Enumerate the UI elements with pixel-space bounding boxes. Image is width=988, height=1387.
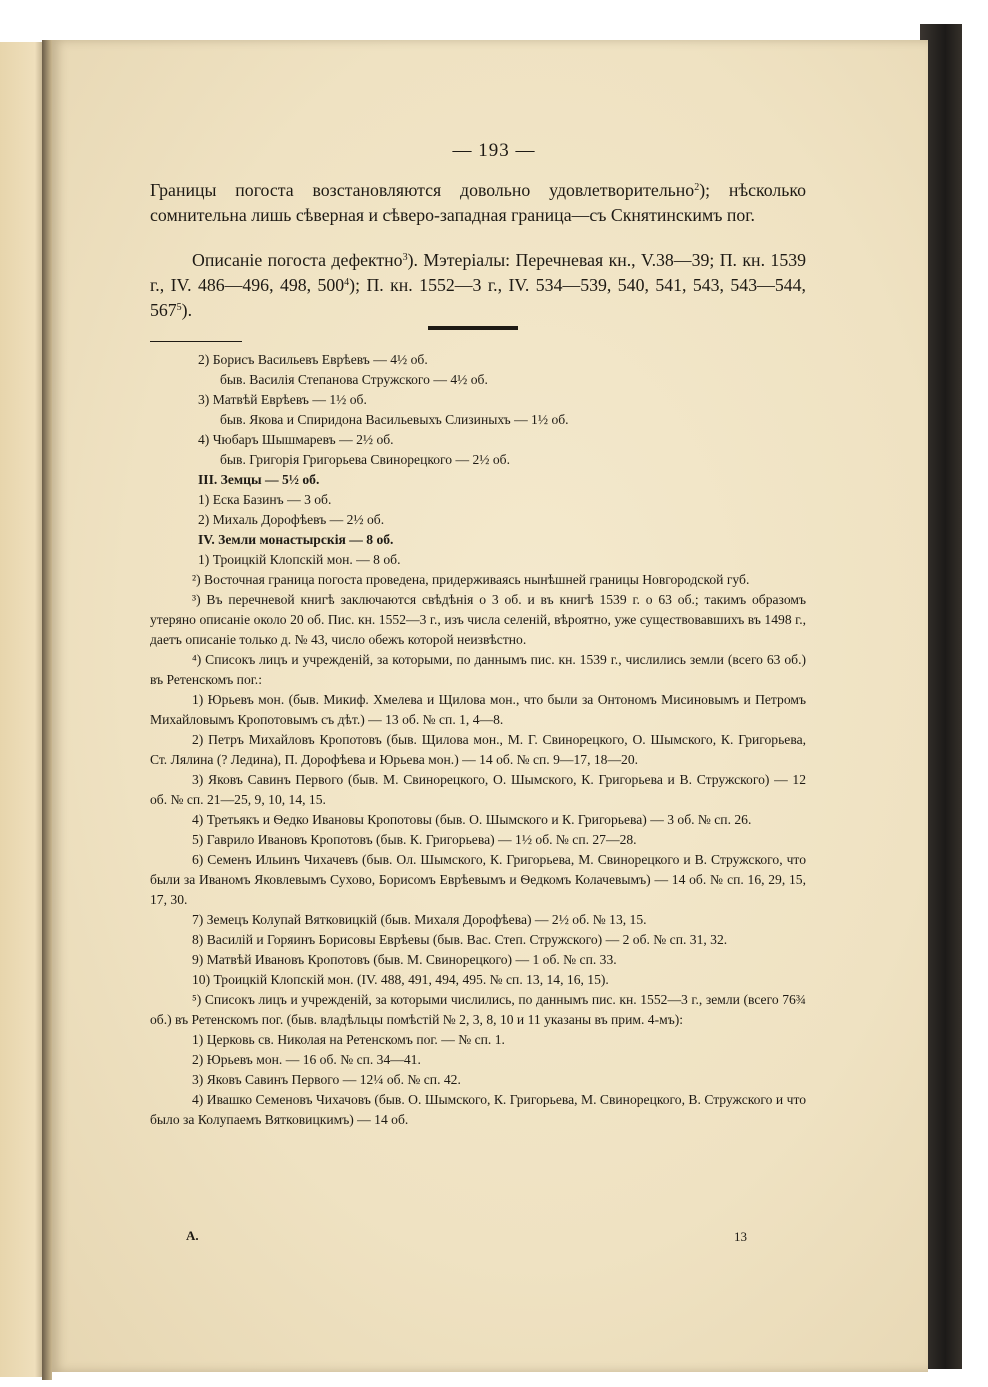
footnote-separator <box>150 341 242 342</box>
footnote-line: 4) Ивашко Семеновъ Чихачовъ (быв. О. Шымского, К. Григорьева, М. Свинорецкого, В. Стружского и что было за Колупаемъ Вятковицкимъ) — 14 об. <box>150 1092 806 1127</box>
footnote-line: 6) Семенъ Ильинъ Чихачевъ (быв. Ол. Шымского, К. Григорьева, М. Свинорецкого и В. Стружского, что были за Иваномъ Яковлевымъ Сухово, Борисомъ Еврѣевымъ и Ѳедкомъ Колачевымъ) — 14 об. № сп. 16, 29, 15, 17, 30. <box>150 852 806 907</box>
footnote-line: 3) Яковъ Савинъ Первого — 12¼ об. № сп. 42. <box>192 1072 461 1087</box>
footnote-line: 2) Петръ Михайловъ Кропотовъ (быв. Щилова мон., М. Г. Свинорецкого, О. Шымского, К. Григорьева, Ст. Лялина (? Ледина), П. Дорофѣева и Юрьева мон.) — 14 об. № сп. 9—17, 18—20. <box>150 732 806 767</box>
footnote-line: быв. Григорія Григорьева Свинорецкого — 2½ об. <box>220 452 510 467</box>
footnote-ref: 2 <box>694 182 700 193</box>
footnote-line: 8) Василій и Горяинъ Борисовы Еврѣевы (быв. Вас. Степ. Стружского) — 2 об. № сп. 31, 32. <box>192 932 728 947</box>
footnote-line: быв. Якова и Спиридона Васильевыхъ Слизиныхъ — 1½ об. <box>220 412 569 427</box>
footnote-line: 9) Матвѣй Ивановъ Кропотовъ (быв. М. Свинорецкого) — 1 об. № сп. 33. <box>192 952 617 967</box>
footnote-line: 4) Третьякъ и Ѳедко Ивановы Кропотовы (быв. О. Шымского и К. Григорьева) — 3 об. № сп. 26. <box>192 812 752 827</box>
section-divider <box>428 326 518 330</box>
footnote-line: быв. Василія Степанова Стружского — 4½ об. <box>220 372 488 387</box>
main-paragraph-2 <box>150 248 806 323</box>
footnotes-block <box>150 350 806 1130</box>
footnote-line: 10) Троицкій Клопскій мон. (IV. 488, 491, 494, 495. № сп. 13, 14, 16, 15). <box>192 972 609 987</box>
main-paragraph-1 <box>150 178 806 228</box>
footnote-line: 4) Чюбаръ Шышмаревъ — 2½ об. <box>198 432 394 447</box>
paragraph-text: Границы погоста возстановляются довольно удовлетворительно <box>150 180 695 200</box>
sheet-number: 13 <box>734 1229 747 1244</box>
footnote-line: ²) Восточная граница погоста проведена, придерживаясь нынѣшней границы Новгородской губ. <box>192 572 750 587</box>
footnote-line: ³) Въ перечневой книгѣ заключаются свѣдѣнія о 3 об. и въ книгѣ 1539 г. о 63 об.; такимъ образомъ утеряно описаніе около 20 об. Пис. кн. 1552—3 г., изъ числа селеній, вѣроятно, уже существовавшихъ въ 1498 г., даетъ описаніе только д. № 43, число обежъ которой неизвѣстно. <box>150 592 806 647</box>
footnote-line: III. Земцы — 5½ об. <box>198 472 320 487</box>
paragraph-text: ). Мэтеріалы: Перечневая кн., V.38—39; П. кн. 1539 г., IV. 486—496, 498, 500 <box>150 250 806 295</box>
footnote-line: 3) Яковъ Савинъ Первого (быв. М. Свинорецкого, О. Шымского, К. Григорьева и В. Стружского) — 12 об. № сп. 21—25, 9, 10, 14, 15. <box>150 772 806 807</box>
footnote-line: 1) Юрьевъ мон. (быв. Микиф. Хмелева и Щилова мон., что были за Онтономъ Мисиновымъ и Петромъ Михайловымъ Кропотовымъ съ дѣт.) — 13 об. № сп. 1, 4—8. <box>150 692 806 727</box>
paragraph-text: Описаніе погоста дефектно <box>192 250 403 270</box>
footnote-line: 3) Матвѣй Еврѣевъ — 1½ об. <box>198 392 367 407</box>
footnote-ref: 5 <box>176 302 182 313</box>
footnote-ref: 3 <box>402 252 408 263</box>
footnote-line: 1) Церковь св. Николая на Ретенскомъ пог. — № сп. 1. <box>192 1032 505 1047</box>
footnote-line: 1) Троицкій Клопскій мон. — 8 об. <box>198 552 401 567</box>
paragraph-text: ); П. кн. 1552—3 г., IV. 534—539, 540, 541, 543, 543—544, 567 <box>150 275 806 320</box>
paragraph-text: ); нѣсколько сомнительна лишь сѣверная и сѣверо-западная граница—съ Скнятинскимъ пог. <box>150 180 806 225</box>
footnote-ref: 4 <box>344 277 350 288</box>
footnote-line: ⁵) Списокъ лицъ и учрежденій, за которыми числились, по даннымъ пис. кн. 1552—3 г., земли (всего 76¾ об.) въ Ретенскомъ пог. (быв. владѣльцы помѣстій № 2, 3, 8, 10 и 11 указаны въ прим. 4-мъ): <box>150 992 806 1027</box>
footnote-line: 2) Юрьевъ мон. — 16 об. № сп. 34—41. <box>192 1052 421 1067</box>
footnote-line: 5) Гаврило Ивановъ Кропотовъ (быв. К. Григорьева) — 1½ об. № сп. 27—28. <box>192 832 637 847</box>
footnote-line: ⁴) Списокъ лицъ и учрежденій, за которыми, по даннымъ пис. кн. 1539 г., числились земли (всего 63 об.) въ Ретенскомъ пог.: <box>150 652 806 687</box>
footnote-line: IV. Земли монастырскія — 8 об. <box>198 532 394 547</box>
printer-signature: А. <box>186 1228 199 1243</box>
footnote-line: 1) Еска Базинъ — 3 об. <box>198 492 332 507</box>
footnote-line: 7) Земецъ Колупай Вятковицкій (быв. Михаля Дорофѣева) — 2½ об. № 13, 15. <box>192 912 647 927</box>
page-number: — 193 — <box>452 140 536 161</box>
footnote-line: 2) Борисъ Васильевъ Еврѣевъ — 4½ об. <box>198 352 428 367</box>
paragraph-text: ). <box>181 300 193 320</box>
book-gutter <box>42 40 52 1380</box>
footnote-line: 2) Михаль Дорофѣевъ — 2½ об. <box>198 512 385 527</box>
